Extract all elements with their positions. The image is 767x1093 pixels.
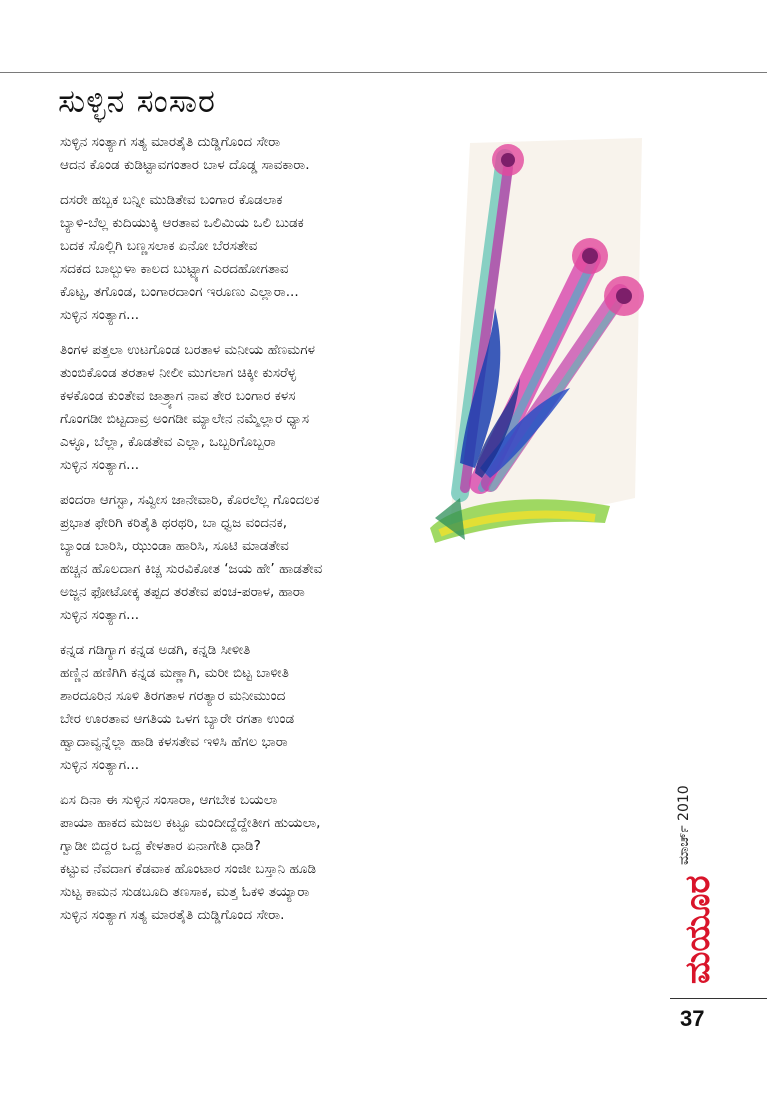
poem-line: ಸದಕದ ಬಾಲ್ಬುಳಾ ಕಾಲದ ಬುಟ್ಟ್ಯಾಗ ಎರದಹೋಗತಾವ [60,261,289,277]
poem-line: ಬ್ಯಾಳಿ-ಬೆಲ್ಲ ಕುದಿಯುಕ್ಕಿ ಆರತಾವ ಒಲಿಮಿಯ ಒಲಿ ಬುಡಕ [60,215,304,231]
poem-line: ಸುಳ್ಳಿನ ಸಂತ್ಯಾಗ... [60,457,140,473]
issue-date: ಮಾರ್ಚ್ 2010 [676,785,692,865]
poem-line: ಗೊಂಗಡೀ ಬಿಟ್ಟದಾವ್ರ ಅಂಗಡೀ ಮ್ಯಾಲೇನ ನಮ್ಮೆಲ್ಲಾರ ಧ್ಯಾಸ [60,411,310,427]
poem-line: ತುಂಬಿಕೊಂಡ ತರತಾಳ ನೀಲೀ ಮುಗಲಾಗ ಚಿಕ್ಕೀ ಕುಸರೆಳ್ಳ [60,365,297,381]
stanza [60,789,460,927]
poem-line: ಹಣ್ಣಿನ ಹಣಿಗಿಗಿ ಕನ್ನಡ ಮಣ್ಣಾಗಿ, ಮರೀ ಬಿಟ್ಟ ಬಾಳೀತಿ [60,665,289,681]
poem-line: ತಿಂಗಳ ಪತ್ತಲಾ ಉಟಗೊಂಡ ಬರತಾಳ ಮನೀಯ ಹೆಣಮಗಳ [60,342,315,358]
stanza [60,639,460,777]
poem-line: ಗ್ವಾಡೀ ಬಿದ್ದರ ಒದ್ದ ಕೇಳತಾರ ಏನಾಗೇತಿ ಧಾಡಿ? [60,838,261,854]
poem-line: ಸುಳ್ಳಿನ ಸಂತ್ಯಾಗ... [60,307,140,323]
poem-line: ಕಳಕೊಂಡ ಕುಂತೇವ ಜಾತ್ರ್ಯಾಗ ನಾವ ತೇರ ಬಂಗಾರ ಕಳಸ [60,388,296,404]
poem-line: ಕನ್ನಡ ಗಡಿಗ್ಯಾಗ ಕನ್ನಡ ಅಡಗಿ, ಕನ್ನಡಿ ಸೀಳೀತಿ [60,642,251,658]
flower-illustration [420,138,645,548]
stanza [60,131,460,177]
stanza [60,339,460,477]
poem-line: ಸುಳ್ಳಿನ ಸಂತ್ಯಾಗ ಸತ್ಯ ಮಾರತೈತಿ ದುಡ್ಡಿಗೊಂದ ಸೇರಾ [60,134,281,150]
poem-line: ಸುಳ್ಳಿನ ಸಂತ್ಯಾಗ ಸತ್ಯ ಮಾರತೈತಿ ದುಡ್ಡಿಗೊಂದ ಸೇರಾ. [60,907,285,923]
poem-line: ಹಚ್ಚನ ಹೊಲದಾಗ ಕಿಚ್ಚ ಸುರವಿಕೋತ ‘ಜಯ ಹೇ’ ಹಾಡತೇವ [60,561,323,577]
magazine-name: ಮಯೂರ [678,875,718,985]
poem-line: ಶಾರದೂರಿನ ಸೂಳಿ ತಿರಗತಾಳ ಗರತ್ಯಾರ ಮನೀಮುಂದ [60,688,286,704]
poem-line: ಬದಕ ಸೊಲ್ಲಿಗಿ ಬಣ್ಣಸಲಾಕ ಏನೋ ಬೆರಸತೇವ [60,238,258,254]
poem-line: ಸುಳ್ಳಿನ ಸಂತ್ಯಾಗ... [60,607,140,623]
poem-line: ಬೇರ ಊರತಾವ ಆಗತಿಯ ಒಳಗ ಬ್ಯಾರೇ ರಗತಾ ಉಂಡ [60,711,295,727]
poem-line: ಕೊಟ್ಟ, ತಗೊಂಡ, ಬಂಗಾರದಾಂಗ ಇರೂಣು ಎಲ್ಲಾರಾ... [60,284,299,300]
poem-line: ಪಂದರಾ ಆಗಸ್ಟಾ, ಸವ್ವೀಸ ಜಾನೇವಾರಿ, ಕೊರಲೆಲ್ಲ ಗೊಂದಲಕ [60,492,320,508]
poem-line: ಸುಟ್ಟ ಕಾಮನ ಸುಡಬೂದಿ ತಣಸಾಕ, ಮತ್ತ ಓಕಳಿ ತಯ್ಯಾರಾ [60,884,310,900]
top-rule [0,72,767,73]
poem-line: ಸುಳ್ಳಿನ ಸಂತ್ಯಾಗ... [60,757,140,773]
poem-line: ಹ್ವಾದಾವ್ವನ್ನೆಲ್ಲಾ ಹಾಡಿ ಕಳಸತೇವ ಇಳಿಸಿ ಹೆಗಲ ಭಾರಾ [60,734,288,750]
poem-line: ಕಟ್ಟುವ ನೆವದಾಗ ಕೆಡವಾಕ ಹೊಂಟಾರ ಸಂಜೀ ಬಸ್ತಾನಿ ಹೂಡಿ [60,861,317,877]
poem-line: ಪ್ರಭಾತ ಫೇರಿಗಿ ಕರಿತೈತಿ ಥರಥರಿ, ಬಾ ಧ್ವಜ ವಂದನಕ, [60,515,288,531]
poem-title: ಸುಳ್ಳಿನ ಸಂಸಾರ [58,82,216,120]
poem-body [60,131,460,939]
poem-line: ಪಾಯಾ ಹಾಕದ ಮಜಲ ಕಟ್ಟೂ ಮಂದೀದ್ದೆದ್ದೇತೀಗ ಹುಯಲಾ, [60,815,321,831]
poem-line: ಅಜ್ಜನ ಫೋಟೋಕ್ಕ ತಪ್ಪದ ತರತೇವ ಪಂಚ-ಪರಾಳ, ಹಾರಾ [60,584,305,600]
stanza [60,189,460,327]
page-number: 37 [680,1006,705,1031]
poem-line: ಏಸ ದಿನಾ ಈ ಸುಳ್ಳಿನ ಸಂಸಾರಾ, ಆಗಬೇಕ ಬಯಲಾ [60,792,278,808]
footer-rule [670,998,767,999]
poem-line: ಆದನ ಕೊಂಡ ಕುಡಿಟ್ಟಾವಗಂತಾರ ಬಾಳ ದೊಡ್ಡ ಸಾವಕಾರಾ. [60,157,310,173]
stanza [60,489,460,627]
poem-line: ದಸರೇ ಹಬ್ಬಕ ಬನ್ನೀ ಮುಡಿತೇವ ಬಂಗಾರ ಕೊಡಲಾಕ [60,192,283,208]
poem-line: ಬ್ಯಾಂಡ ಬಾರಿಸಿ, ಝುಂಡಾ ಹಾರಿಸಿ, ಸೂಟಿ ಮಾಡತೇವ [60,538,289,554]
poem-line: ಎಳ್ಳೂ, ಬೆಲ್ಲಾ, ಕೊಡತೇವ ಎಲ್ಲಾ, ಒಬ್ಬರಿಗೊಬ್ಬರಾ [60,434,276,450]
